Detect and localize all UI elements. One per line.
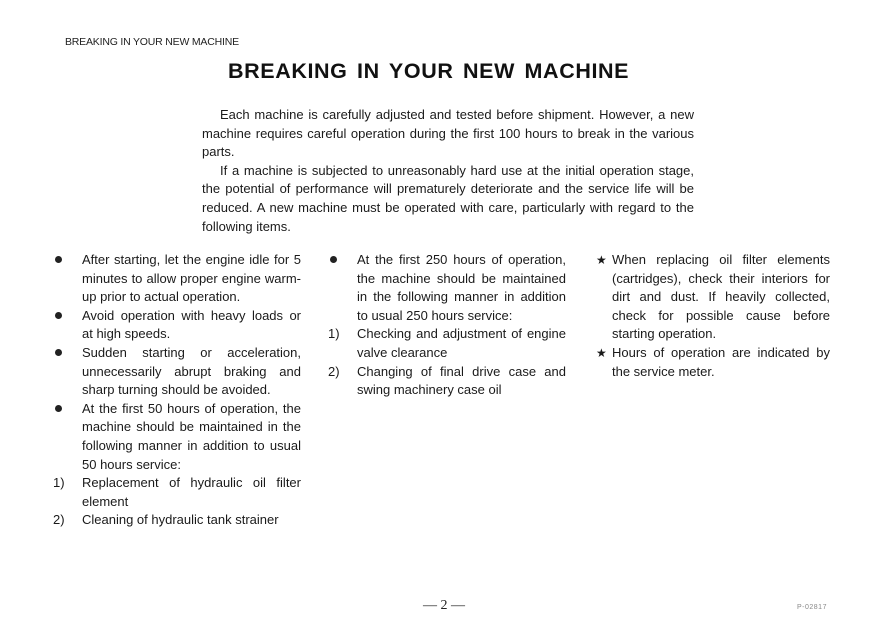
page-title: BREAKING IN YOUR NEW MACHINE <box>228 59 630 83</box>
list-item: Sudden starting or acceleration, unnecessarily abrupt braking and sharp turning should be avoided. <box>53 344 301 400</box>
intro-paragraph: Each machine is carefully adjusted and tested before shipment. However, a new machine requires careful operation during the first 100 hours to break in the various parts. <box>202 107 694 160</box>
list-item: After starting, let the engine idle for 5 minutes to allow proper engine warm-up prior to actual operation. <box>53 251 301 307</box>
item-number: 2) <box>328 363 340 379</box>
bullet-icon <box>53 307 81 326</box>
column-1 <box>53 251 301 530</box>
numbered-item: 1) Replacement of hydraulic oil filter element <box>53 475 301 509</box>
bullet-icon <box>53 344 81 363</box>
numbered-item: 2) Changing of final drive case and swing machinery case oil <box>328 363 566 398</box>
column-2 <box>328 251 566 400</box>
intro-paragraph: If a machine is subjected to unreasonably hard use at the initial operation stage, the potential of performance will prematurely deteriorate and the service life will be reduced. A new machine must be operated with care, particularly with regard to the following items. <box>202 162 694 234</box>
bullet-icon <box>53 251 81 270</box>
note-item: ★ When replacing oil filter elements (cartridges), check their interiors for dirt and dust. If heavily collected, check for possible cause before starting operation. <box>596 252 830 342</box>
numbered-item: 1) Checking and adjustment of engine valve clearance <box>328 326 566 360</box>
intro-text <box>202 106 694 236</box>
running-head: BREAKING IN YOUR NEW MACHINE <box>65 36 239 48</box>
item-number: 2) <box>53 512 65 528</box>
bullet-icon <box>328 251 356 270</box>
column-3 <box>596 251 830 381</box>
page-number: — 2 — <box>423 598 465 613</box>
document-code: P-02817 <box>797 604 827 611</box>
list-item: At the first 50 hours of operation, the machine should be maintained in the following manner in addition to usual 50 hours service: <box>53 400 301 474</box>
note-item: ★ Hours of operation are indicated by the service meter. <box>596 344 830 379</box>
item-number: 1) <box>53 475 65 491</box>
list-item: At the first 250 hours of operation, the machine should be maintained in the following manner in addition to usual 250 hours service: <box>328 251 566 325</box>
bullet-icon <box>53 400 81 419</box>
star-icon: ★ <box>596 253 607 267</box>
item-number: 1) <box>328 326 340 342</box>
list-item: Avoid operation with heavy loads or at high speeds. <box>53 307 301 344</box>
numbered-item: 2) Cleaning of hydraulic tank strainer <box>53 511 301 530</box>
star-icon: ★ <box>596 345 607 360</box>
